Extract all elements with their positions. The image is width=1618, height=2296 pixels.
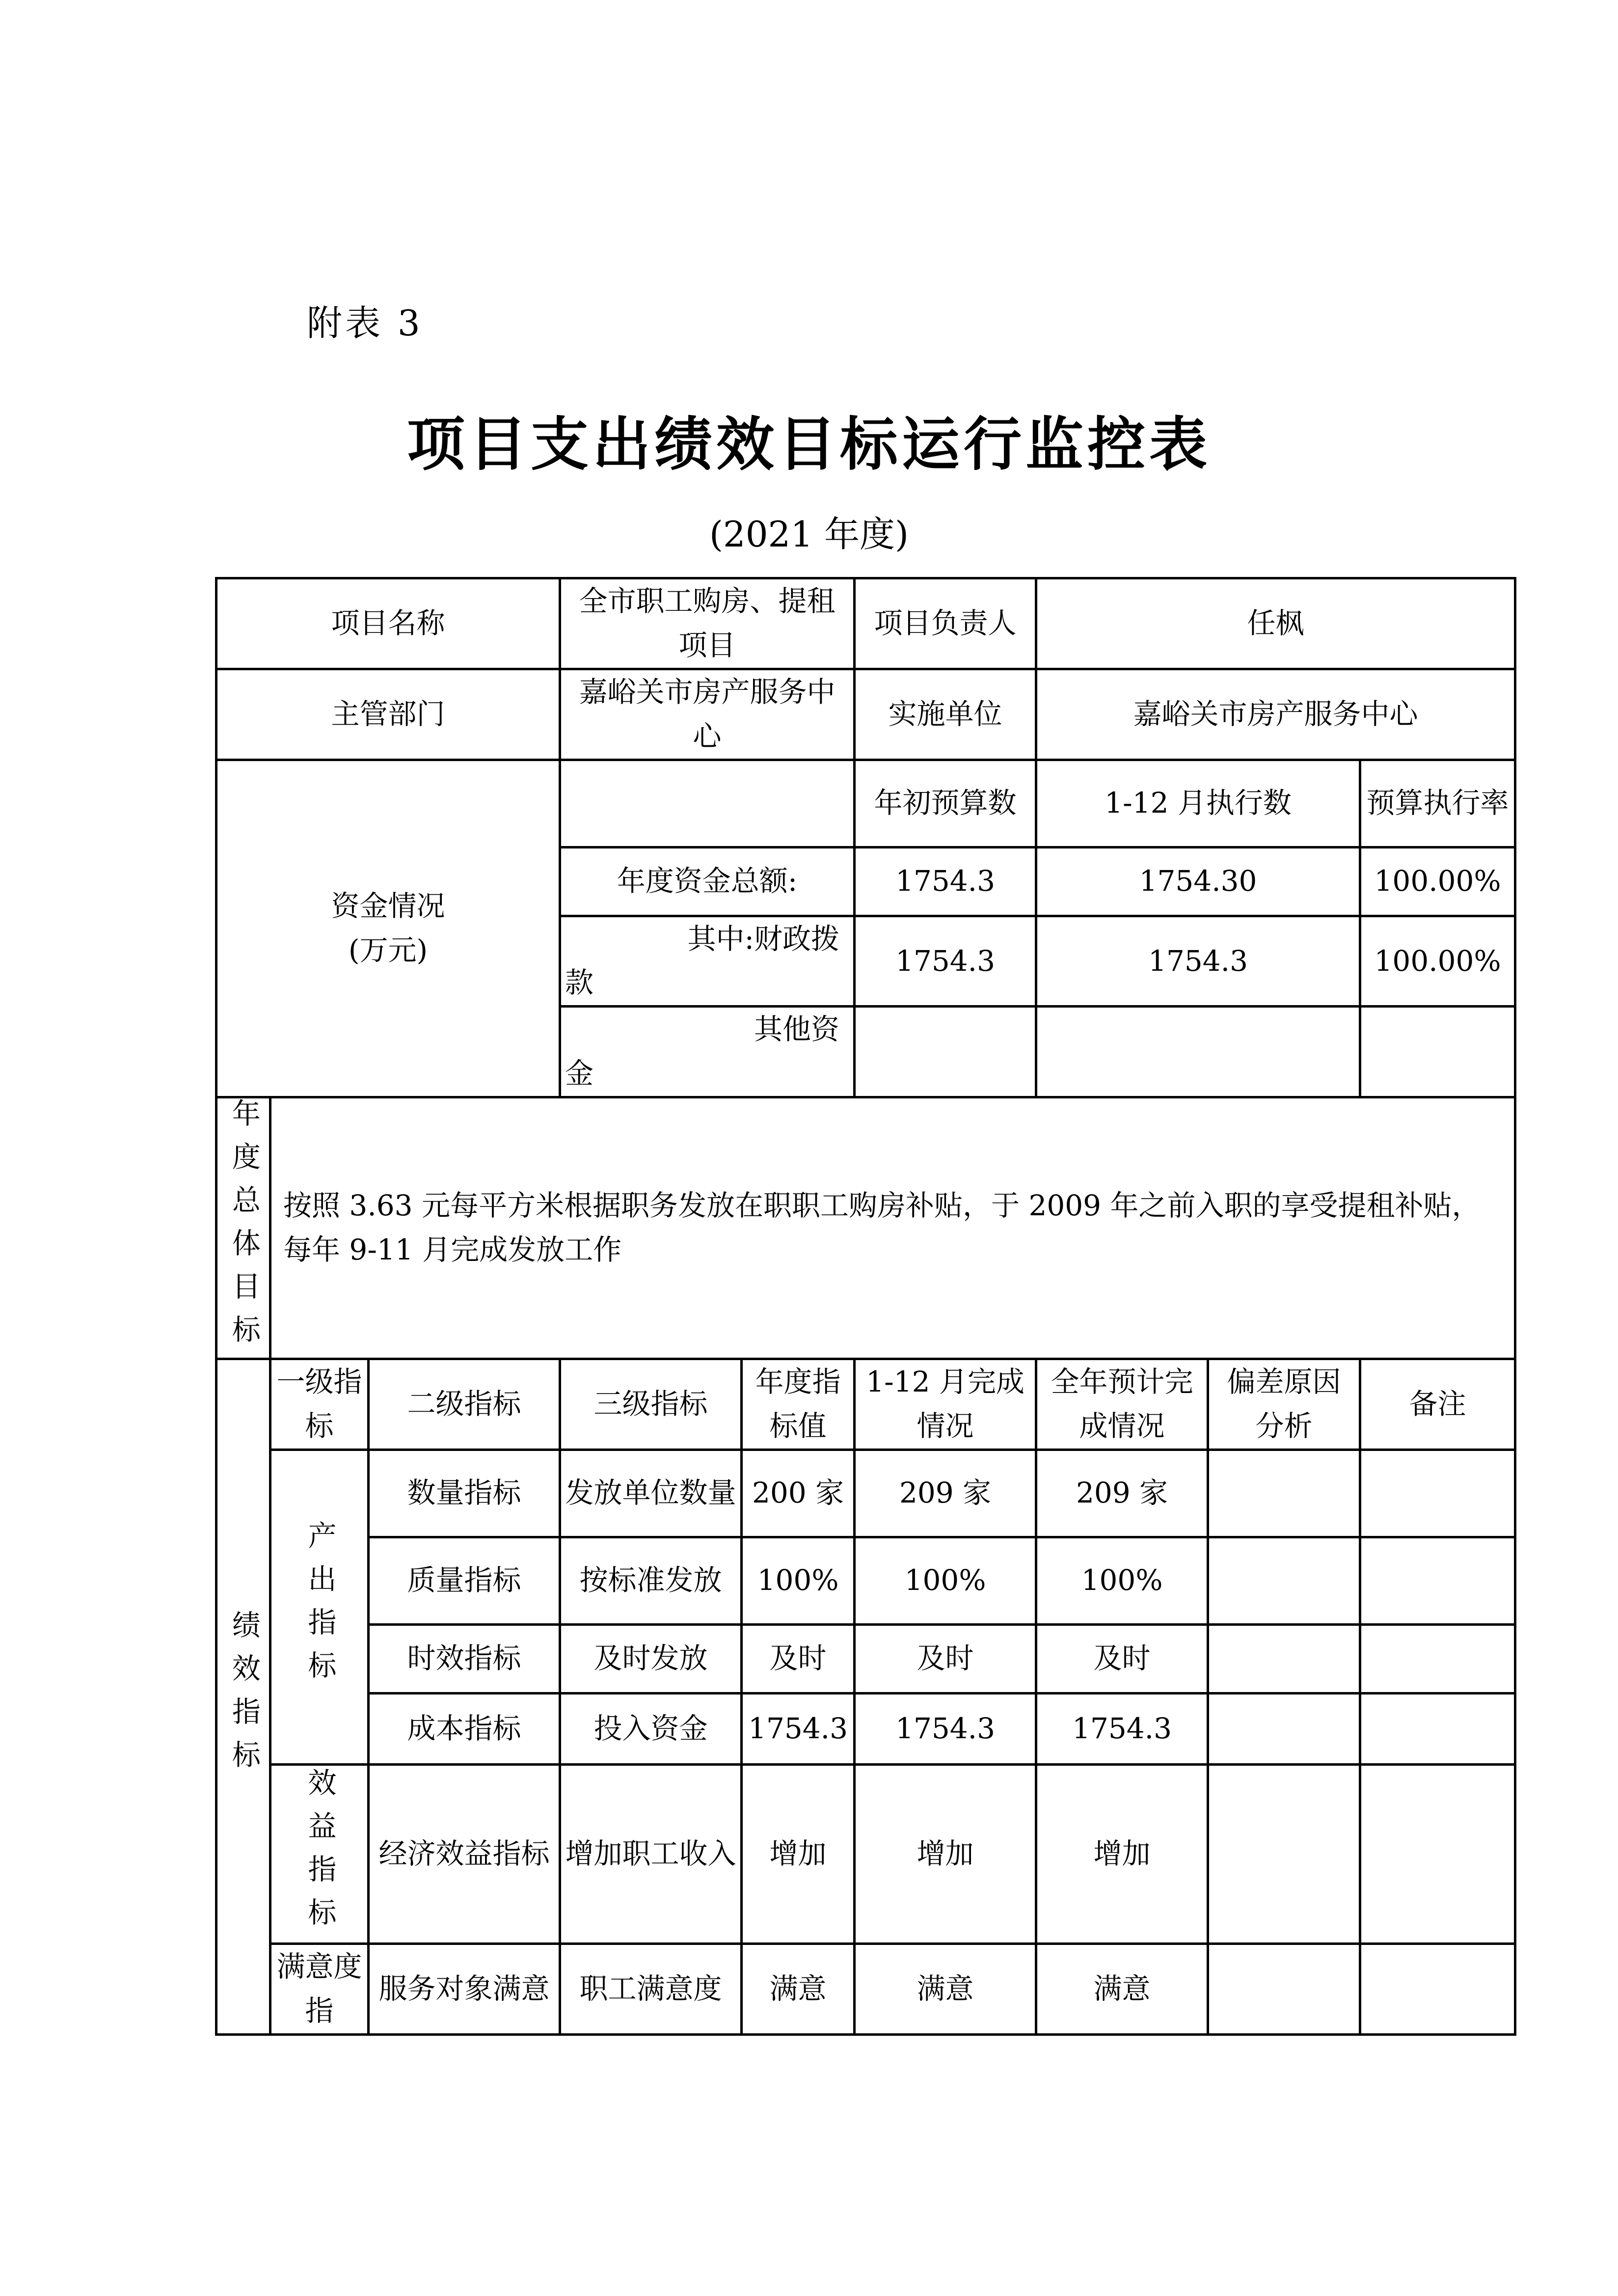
header-actual: 1-12 月完成情况 — [855, 1359, 1036, 1450]
note — [1360, 1537, 1515, 1624]
level2: 成本指标 — [369, 1693, 560, 1764]
funds-blank-header — [560, 760, 855, 847]
deviation-reason — [1208, 1449, 1360, 1537]
forecast-value: 1754.3 — [1036, 1693, 1208, 1764]
indicator-row — [216, 1943, 1515, 2034]
target-value: 满意 — [742, 1943, 855, 2034]
deviation-reason — [1208, 1537, 1360, 1624]
target-value: 增加 — [742, 1764, 855, 1943]
level1-effect — [270, 1764, 369, 1943]
indicator-row — [216, 1693, 1515, 1764]
project-name-value: 全市职工购房、提租项目 — [560, 578, 855, 669]
funds-budget — [855, 1007, 1036, 1097]
target-value: 100% — [742, 1537, 855, 1624]
funds-row-label-a: 其他资 — [754, 1012, 840, 1046]
forecast-value: 209 家 — [1036, 1449, 1208, 1537]
forecast-value: 满意 — [1036, 1943, 1208, 2034]
funds-row-label-b: 款 — [565, 966, 594, 1000]
performance-indicators-label — [216, 1359, 270, 2035]
actual-value: 1754.3 — [855, 1693, 1036, 1764]
header-reason: 偏差原因分析 — [1208, 1359, 1360, 1450]
col-exec: 1-12 月执行数 — [1036, 760, 1360, 847]
header-level2: 二级指标 — [369, 1359, 560, 1450]
page-title: 项目支出绩效目标运行监控表 — [406, 410, 1211, 478]
funds-row-label — [560, 1007, 855, 1097]
level3: 及时发放 — [560, 1624, 742, 1693]
level2: 经济效益指标 — [369, 1764, 560, 1943]
project-name-row — [216, 578, 1515, 669]
level1-effect-text: 效益指标 — [303, 1767, 337, 1941]
actual-value: 及时 — [855, 1624, 1036, 1693]
header-target: 年度指标值 — [742, 1359, 855, 1450]
deviation-reason — [1208, 1943, 1360, 2034]
col-budget: 年初预算数 — [855, 760, 1036, 847]
forecast-value: 增加 — [1036, 1764, 1208, 1943]
funds-label — [216, 760, 560, 1097]
funds-header-row — [216, 760, 1515, 847]
annual-goal-row — [216, 1097, 1515, 1359]
col-rate: 预算执行率 — [1360, 760, 1515, 847]
note — [1360, 1943, 1515, 2034]
deviation-reason — [1208, 1624, 1360, 1693]
level3: 投入资金 — [560, 1693, 742, 1764]
actual-value: 209 家 — [855, 1449, 1036, 1537]
target-value: 200 家 — [742, 1449, 855, 1537]
department-value: 嘉峪关市房产服务中心 — [560, 669, 855, 760]
level1-output — [270, 1449, 369, 1764]
funds-unit: (万元) — [348, 933, 428, 967]
actual-value: 增加 — [855, 1764, 1036, 1943]
funds-row-label: 年度资金总额: — [560, 847, 855, 916]
annual-goal-label-text: 年度总体目标 — [227, 1098, 261, 1358]
department-label: 主管部门 — [216, 669, 560, 760]
forecast-value: 及时 — [1036, 1624, 1208, 1693]
monitoring-table — [215, 577, 1516, 2036]
funds-budget: 1754.3 — [855, 916, 1036, 1007]
level2: 质量指标 — [369, 1537, 560, 1624]
level2: 服务对象满意 — [369, 1943, 560, 2034]
level3: 增加职工收入 — [560, 1764, 742, 1943]
forecast-value: 100% — [1036, 1537, 1208, 1624]
funds-rate — [1360, 1007, 1515, 1097]
annual-goal-text: 按照 3.63 元每平方米根据职务发放在职职工购房补贴，于 2009 年之前入职的享受提租补贴，每年 9-11 月完成发放工作 — [270, 1097, 1515, 1359]
attachment-label: 附表 3 — [307, 302, 423, 344]
target-value: 1754.3 — [742, 1693, 855, 1764]
header-level1: 一级指标 — [270, 1359, 369, 1450]
level3: 按标准发放 — [560, 1537, 742, 1624]
header-level3: 三级指标 — [560, 1359, 742, 1450]
level2: 数量指标 — [369, 1449, 560, 1537]
fiscal-year: (2021 年度) — [709, 514, 909, 555]
actual-value: 100% — [855, 1537, 1036, 1624]
indicator-header-row — [216, 1359, 1515, 1450]
indicator-row — [216, 1449, 1515, 1537]
funds-title: 资金情况 — [331, 889, 445, 923]
note — [1360, 1693, 1515, 1764]
funds-rate: 100.00% — [1360, 916, 1515, 1007]
project-leader-label: 项目负责人 — [855, 578, 1036, 669]
indicator-row — [216, 1537, 1515, 1624]
level1-satisfaction: 满意度指 — [270, 1943, 369, 2034]
level2: 时效指标 — [369, 1624, 560, 1693]
indicator-row — [216, 1624, 1515, 1693]
project-name-label: 项目名称 — [216, 578, 560, 669]
funds-row-label-a: 其中:财政拨 — [687, 922, 840, 956]
target-value: 及时 — [742, 1624, 855, 1693]
annual-goal-label — [216, 1097, 270, 1359]
funds-rate: 100.00% — [1360, 847, 1515, 916]
level1-output-text: 产出指标 — [303, 1520, 337, 1694]
implementing-unit-value: 嘉峪关市房产服务中心 — [1036, 669, 1515, 760]
deviation-reason — [1208, 1693, 1360, 1764]
level3: 职工满意度 — [560, 1943, 742, 2034]
funds-row-label-b: 金 — [565, 1057, 594, 1091]
funds-exec: 1754.3 — [1036, 916, 1360, 1007]
implementing-unit-label: 实施单位 — [855, 669, 1036, 760]
project-leader-value: 任枫 — [1036, 578, 1515, 669]
funds-budget: 1754.3 — [855, 847, 1036, 916]
performance-indicators-label-text: 绩效指标 — [227, 1610, 261, 1783]
actual-value: 满意 — [855, 1943, 1036, 2034]
funds-exec — [1036, 1007, 1360, 1097]
funds-row-label — [560, 916, 855, 1007]
note — [1360, 1764, 1515, 1943]
funds-exec: 1754.30 — [1036, 847, 1360, 916]
deviation-reason — [1208, 1764, 1360, 1943]
note — [1360, 1624, 1515, 1693]
header-note: 备注 — [1360, 1359, 1515, 1450]
note — [1360, 1449, 1515, 1537]
indicator-row — [216, 1764, 1515, 1943]
department-row — [216, 669, 1515, 760]
level3: 发放单位数量 — [560, 1449, 742, 1537]
header-forecast: 全年预计完成情况 — [1036, 1359, 1208, 1450]
